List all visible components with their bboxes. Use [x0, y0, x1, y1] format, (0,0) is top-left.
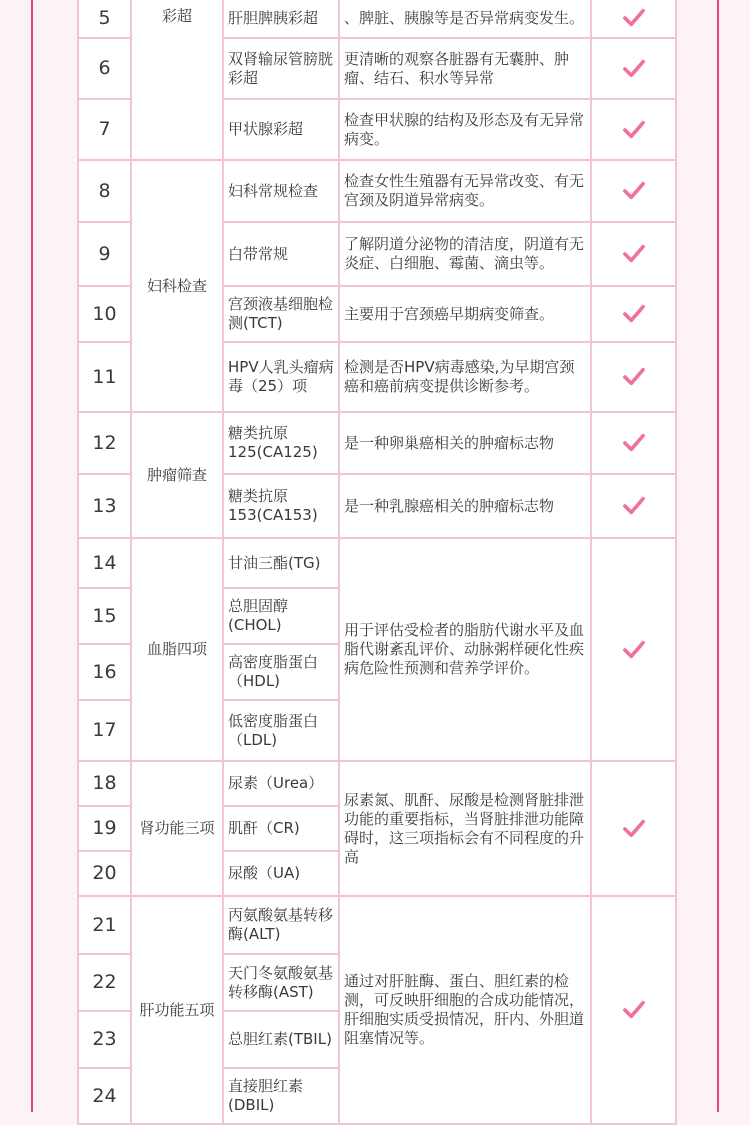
item-name: 尿酸（UA)	[223, 851, 339, 896]
item-number: 16	[78, 644, 131, 700]
item-description: 更清晰的观察各脏器有无囊肿、肿瘤、结石、积水等异常	[339, 38, 591, 99]
check-cell	[591, 99, 676, 160]
check-icon	[623, 367, 645, 387]
item-name: 甘油三酯(TG)	[223, 538, 339, 588]
table-row	[78, 0, 676, 38]
item-number: 22	[78, 954, 131, 1011]
item-description: 、脾脏、胰腺等是否异常病变发生。	[339, 0, 591, 38]
item-name: 甲状腺彩超	[223, 99, 339, 160]
category-cell: 血脂四项	[131, 538, 223, 761]
item-description: 通过对肝脏酶、蛋白、胆红素的检测，可反映肝细胞的合成功能情况，肝细胞实质受损情况，肝内、外胆道阻塞情况等。	[339, 896, 591, 1124]
item-number: 17	[78, 700, 131, 761]
item-description: 检查女性生殖器有无异常改变、有无宫颈及阴道异常病变。	[339, 160, 591, 222]
check-cell	[591, 342, 676, 412]
item-name: 总胆固醇(CHOL)	[223, 588, 339, 644]
table-row	[78, 896, 676, 954]
check-icon	[623, 59, 645, 79]
table-row	[78, 412, 676, 474]
frame-left-border	[31, 0, 33, 1112]
check-cell	[591, 538, 676, 761]
item-name: 糖类抗原153(CA153)	[223, 474, 339, 538]
item-number: 10	[78, 286, 131, 342]
item-name: 肌酐（CR)	[223, 806, 339, 851]
exam-items-table	[77, 0, 677, 1125]
check-icon	[623, 433, 645, 453]
category-cell: 彩超	[131, 0, 223, 160]
item-number: 9	[78, 222, 131, 286]
item-number: 8	[78, 160, 131, 222]
item-number: 21	[78, 896, 131, 954]
item-name: 天门冬氨酸氨基转移酶(AST)	[223, 954, 339, 1011]
item-number: 14	[78, 538, 131, 588]
item-number: 24	[78, 1068, 131, 1124]
item-name: 宫颈液基细胞检测(TCT)	[223, 286, 339, 342]
check-cell	[591, 412, 676, 474]
check-icon	[623, 181, 645, 201]
check-icon	[623, 640, 645, 660]
item-name: 肝胆脾胰彩超	[223, 0, 339, 38]
table-row	[78, 538, 676, 588]
item-name: 双肾输尿管膀胱彩超	[223, 38, 339, 99]
item-name: HPV人乳头瘤病毒（25）项	[223, 342, 339, 412]
check-icon	[623, 819, 645, 839]
category-cell: 肿瘤筛查	[131, 412, 223, 538]
item-number: 18	[78, 761, 131, 806]
item-name: 高密度脂蛋白（HDL)	[223, 644, 339, 700]
item-description: 检查甲状腺的结构及形态及有无异常病变。	[339, 99, 591, 160]
check-icon	[623, 304, 645, 324]
table-row	[78, 761, 676, 806]
check-cell	[591, 160, 676, 222]
category-cell: 妇科检查	[131, 160, 223, 412]
item-description: 尿素氮、肌酐、尿酸是检测肾脏排泄功能的重要指标，当肾脏排泄功能障碍时，这三项指标会有不同程度的升高	[339, 761, 591, 896]
item-description: 了解阴道分泌物的清洁度，阴道有无炎症、白细胞、霉菌、滴虫等。	[339, 222, 591, 286]
item-number: 11	[78, 342, 131, 412]
check-icon	[623, 8, 645, 28]
check-cell	[591, 474, 676, 538]
item-number: 5	[78, 0, 131, 38]
check-cell	[591, 222, 676, 286]
item-name: 妇科常规检查	[223, 160, 339, 222]
item-description: 主要用于宫颈癌早期病变筛查。	[339, 286, 591, 342]
item-name: 糖类抗原125(CA125)	[223, 412, 339, 474]
check-cell	[591, 0, 676, 38]
category-cell: 肝功能五项	[131, 896, 223, 1124]
check-icon	[623, 120, 645, 140]
check-cell	[591, 286, 676, 342]
item-number: 13	[78, 474, 131, 538]
item-description: 检测是否HPV病毒感染,为早期宫颈癌和癌前病变提供诊断参考。	[339, 342, 591, 412]
item-number: 6	[78, 38, 131, 99]
item-description: 用于评估受检者的脂肪代谢水平及血脂代谢紊乱评价、动脉粥样硬化性疾病危险性预测和营养学评价。	[339, 538, 591, 761]
item-number: 20	[78, 851, 131, 896]
check-icon	[623, 1000, 645, 1020]
category-cell: 肾功能三项	[131, 761, 223, 896]
item-name: 低密度脂蛋白（LDL)	[223, 700, 339, 761]
item-name: 总胆红素(TBIL)	[223, 1011, 339, 1068]
item-name: 丙氨酸氨基转移酶(ALT)	[223, 896, 339, 954]
item-description: 是一种乳腺癌相关的肿瘤标志物	[339, 474, 591, 538]
frame-right-border	[717, 0, 719, 1112]
item-number: 19	[78, 806, 131, 851]
item-name: 尿素（Urea）	[223, 761, 339, 806]
check-icon	[623, 244, 645, 264]
item-name: 直接胆红素(DBIL)	[223, 1068, 339, 1124]
item-number: 7	[78, 99, 131, 160]
check-icon	[623, 496, 645, 516]
item-description: 是一种卵巢癌相关的肿瘤标志物	[339, 412, 591, 474]
table-row	[78, 160, 676, 222]
check-cell	[591, 896, 676, 1124]
item-number: 23	[78, 1011, 131, 1068]
item-number: 12	[78, 412, 131, 474]
item-name: 白带常规	[223, 222, 339, 286]
check-cell	[591, 761, 676, 896]
item-number: 15	[78, 588, 131, 644]
check-cell	[591, 38, 676, 99]
